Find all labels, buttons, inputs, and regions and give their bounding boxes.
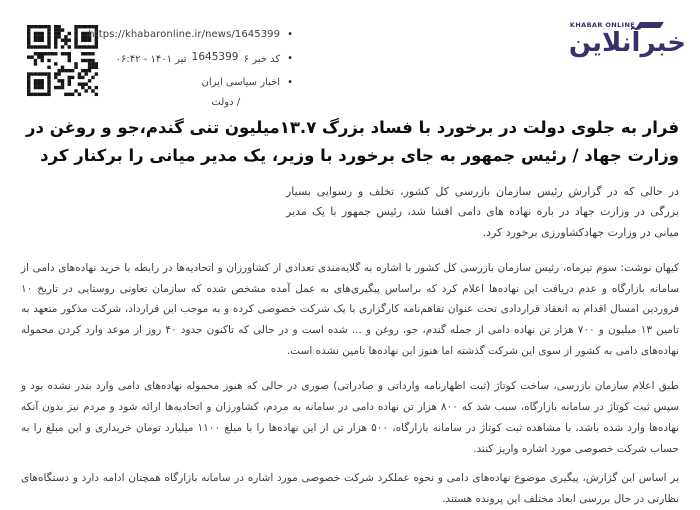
article-url[interactable]: https://khabaronline.ir/news/1645399 — [88, 29, 281, 40]
category-link[interactable]: اخبار سیاسی ایران — [201, 77, 281, 88]
print-header — [0, 0, 700, 106]
lead-paragraph: در حالی که در گزارش رئیس سازمان بازرسی کل کشور، تخلف و رسوایی بسیار بزرگی در وزارت جهاد در باره نهاده های دامی افشا شد، رئیس جمهور با یک مدیر میانی در وزارت جهادکشاورزی برخورد کرد. — [286, 185, 679, 239]
bullet-icon: • — [287, 77, 293, 88]
news-code-and-date — [115, 50, 281, 67]
category-block — [202, 77, 281, 109]
bullet-icon: • — [287, 52, 293, 64]
bullet-icon: • — [287, 29, 293, 40]
news-code-value: 1645399 — [191, 50, 239, 63]
body-paragraph-1: کیهان نوشت: سوم تیرماه، رئیس سازمان بازرسی کل کشور با اشاره به گلایه‌مندی تعدادی از کشاورزان و اتحادیه‌ها در رابطه با خرید نهاده‌های دامی از سامانه بازارگاه و عدم دریافت این نهاده‌ها اعلام کرد که براساس پیگیری‌های به عمل آمده مشخص شده که سازمان تعاونی روستایی در تاریخ ۱۰ فروردین امسال اقدام به انعقاد قراردادی تحت عنوان تفاهم‌نامه کارگزاری با یک شرکت خصوصی کرده و به موجب این قرارداد، شرکت مذکور متعهد به تامین ۱۳ میلیون و ۷۰۰ هزار تن نهاده دامی از جمله گندم، جو، روغن و ... شده است و در حالی که تاکنون حدود ۴۰ روز از موعد وارد کردن محموله نهاده‌های دامی به کشور از سوی این شرکت گذشته اما هنوز این نهاده‌ها تامین نشده است. — [21, 262, 679, 357]
article-url-link[interactable] — [0, 29, 293, 42]
news-code-label: کد خبر — [252, 53, 281, 65]
clipped-next-line — [21, 468, 679, 505]
news-code-row — [0, 50, 293, 67]
partial-text: بر اساس این گزارش، پیگیری موضوع نهاده‌های دامی و نحوه عملکرد شرکت خصوصی مورد اشاره در سامانه بازارگاه همچنان ادامه دارد و دستگاه‌های نظارتی در حال بررسی ابعاد مختلف این پرونده هستند. — [21, 472, 679, 505]
body-paragraph-2: طبق اعلام سازمان بازرسی، ساخت کوتاژ (ثبت اظهارنامه وارداتی و صادراتی) صوری در حالی که هنوز محموله نهاده‌های دامی وارد بندر نشده بود و سپس ثبت کوتاژ در سامانه بازارگاه، سبب شد که ۸۰۰ هزار تن نهاده دامی در سامانه به مردم، کشاورزان و اتحادیه‌ها ارائه شود و مردم نیز بدون آنکه نهاده‌ها وارد شده باشد، با مشاهده ثبت کوتاژ در سامانه بازارگاه، ۵۰۰ هزار تن از این نهاده‌ها را با مبلغ ۱۱۰۰ میلیارد تومان خریداری و این مبلغ را به حساب شرکت خصوصی مورد اشاره واریز کنند. — [21, 380, 680, 455]
logo-wordmark: خبرآنلاین — [568, 28, 686, 58]
category-breadcrumb — [0, 77, 293, 109]
news-datetime: ۶ تیر ۱۴۰۱ - ۰۶:۴۲ — [115, 53, 249, 65]
logo-accent-shape — [636, 22, 664, 28]
article-body — [0, 106, 700, 505]
logo-en-text: KHABAR ONLINE — [569, 21, 636, 29]
headline: فرار به جلوی دولت در برخورد با فساد بزرگ ۱۳.۷میلیون تنی گندم،جو و روغن در وزارت جهاد / رئیس جمهور به جای برخورد با وزیر، یک مدیر میانی را برکنار کرد — [26, 118, 679, 166]
subcategory-link[interactable]: / دولت — [211, 96, 241, 108]
khabaronline-logo — [569, 21, 686, 57]
